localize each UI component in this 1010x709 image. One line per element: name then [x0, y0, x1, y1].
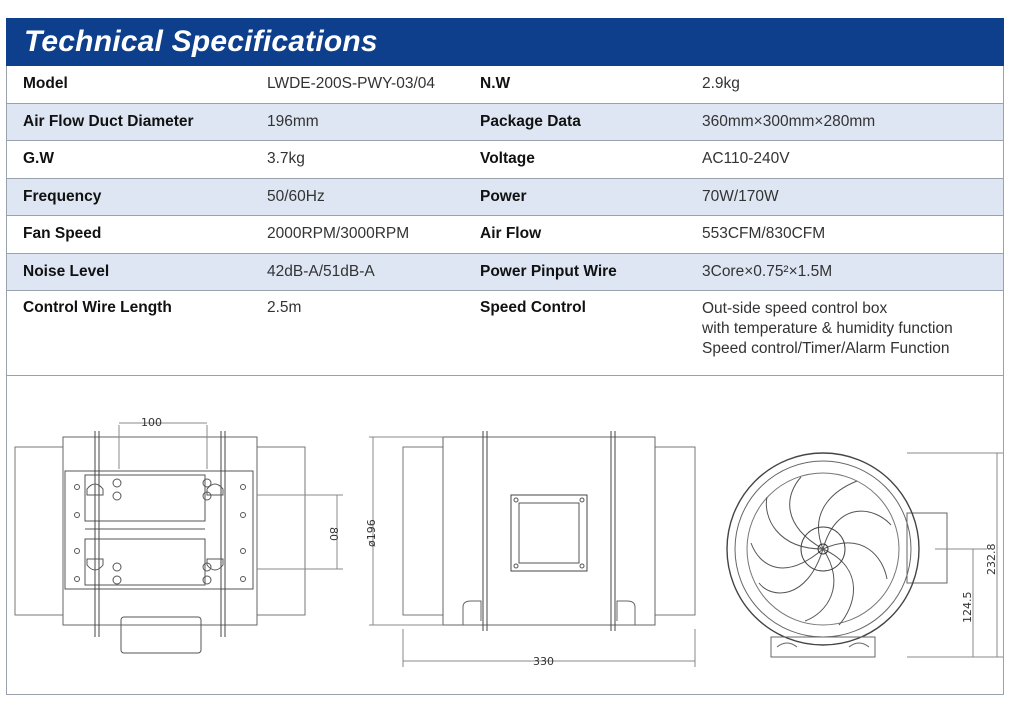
spec-label: N.W: [464, 66, 686, 103]
spec-row: [7, 141, 1004, 179]
dimension-label: ø196: [365, 519, 378, 547]
spec-value: AC110-240V: [686, 141, 1004, 179]
spec-value: 42dB-A/51dB-A: [251, 253, 464, 291]
spec-row: [7, 291, 1004, 376]
technical-drawings: [6, 369, 1004, 695]
spec-value-multiline: [686, 291, 1004, 376]
spec-value: 2000RPM/3000RPM: [251, 216, 464, 254]
spec-label: Air Flow: [464, 216, 686, 254]
spec-row: [7, 216, 1004, 254]
spec-label: Model: [7, 66, 252, 103]
spec-row: [7, 66, 1004, 103]
spec-value: 196mm: [251, 103, 464, 141]
spec-label: Package Data: [464, 103, 686, 141]
spec-label: Power Pinput Wire: [464, 253, 686, 291]
spec-value: 70W/170W: [686, 178, 1004, 216]
dimension-label: 100: [141, 416, 162, 429]
spec-label: Fan Speed: [7, 216, 252, 254]
spec-value: 2.9kg: [686, 66, 1004, 103]
spec-label: Air Flow Duct Diameter: [7, 103, 252, 141]
spec-header: [6, 18, 1004, 66]
spec-row: [7, 253, 1004, 291]
spec-label: G.W: [7, 141, 252, 179]
spec-label: Speed Control: [464, 291, 686, 376]
side-view-drawing: [365, 431, 695, 668]
spec-row: [7, 178, 1004, 216]
spec-value-line: with temperature & humidity function: [702, 320, 953, 337]
dimension-label: 330: [533, 655, 554, 668]
spec-table: [6, 66, 1004, 376]
spec-value: 3.7kg: [251, 141, 464, 179]
spec-value: LWDE-200S-PWY-03/04: [251, 66, 464, 103]
spec-label: Frequency: [7, 178, 252, 216]
spec-row: [7, 103, 1004, 141]
spec-value: 50/60Hz: [251, 178, 464, 216]
spec-value: 2.5m: [251, 291, 464, 376]
dimension-label: 80: [327, 527, 340, 541]
spec-value: 360mm×300mm×280mm: [686, 103, 1004, 141]
spec-value-line: Speed control/Timer/Alarm Function: [702, 340, 950, 357]
front-view-drawing: [727, 453, 1003, 657]
spec-label: Control Wire Length: [7, 291, 252, 376]
spec-label: Power: [464, 178, 686, 216]
spec-label: Voltage: [464, 141, 686, 179]
dimension-label: 124.5: [961, 591, 974, 623]
page-title: Technical Specifications: [24, 25, 378, 58]
spec-value-line: Out-side speed control box: [702, 300, 888, 317]
spec-label: Noise Level: [7, 253, 252, 291]
drawings-svg: [7, 369, 1003, 695]
spec-value: 553CFM/830CFM: [686, 216, 1004, 254]
top-view-drawing: [15, 416, 343, 653]
spec-value: 3Core×0.75²×1.5M: [686, 253, 1004, 291]
dimension-label: 232.8: [985, 543, 998, 575]
